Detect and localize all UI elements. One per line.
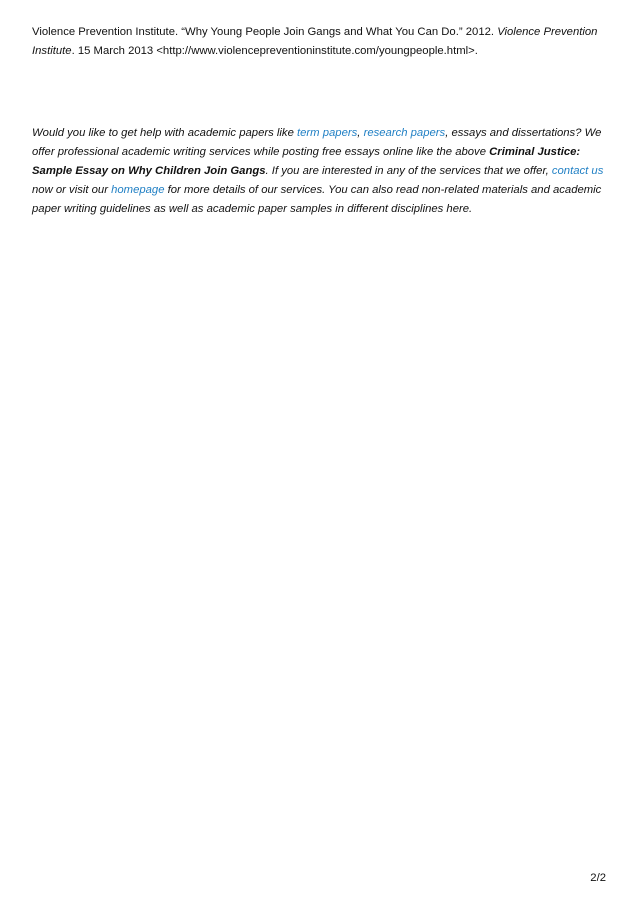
page-number: 2/2 bbox=[590, 872, 606, 884]
citation-date-url: . 15 March 2013 <http://www.violencepreventioninstitute.com/youngpeople.html>. bbox=[71, 45, 478, 57]
citation-title: “Why Young People Join Gangs and What You Can Do.” bbox=[181, 26, 463, 38]
promo-paragraph bbox=[32, 124, 612, 219]
promo-after-links: , essays and dissertations? We offer professional academic writing services while posting free essays online like the above bbox=[32, 127, 602, 158]
promo-now-visit: now or visit our bbox=[32, 184, 112, 196]
promo-mid: . If you are interested in any of the services that we offer, bbox=[265, 165, 552, 177]
citation-org: Violence Prevention Institute. bbox=[32, 26, 179, 38]
citation-publisher: Violence Prevention Institute bbox=[32, 26, 598, 57]
contact-us-link[interactable]: contact us bbox=[551, 165, 604, 177]
citation-year: 2012. bbox=[465, 26, 495, 38]
promo-intro: Would you like to get help with academic papers like bbox=[32, 127, 297, 139]
homepage-link[interactable]: homepage bbox=[111, 184, 165, 196]
research-papers-link[interactable]: research papers bbox=[363, 127, 446, 139]
term-papers-link[interactable]: term papers bbox=[297, 127, 358, 139]
citation-paragraph bbox=[32, 23, 612, 61]
essay-title: Criminal Justice: Sample Essay on Why Children Join Gangs bbox=[32, 146, 581, 177]
promo-comma: , bbox=[357, 127, 364, 139]
promo-outro: for more details of our services. You can also read non-related materials and academic paper writing guidelines as well as academic paper samples in different disciplines here. bbox=[32, 184, 602, 215]
